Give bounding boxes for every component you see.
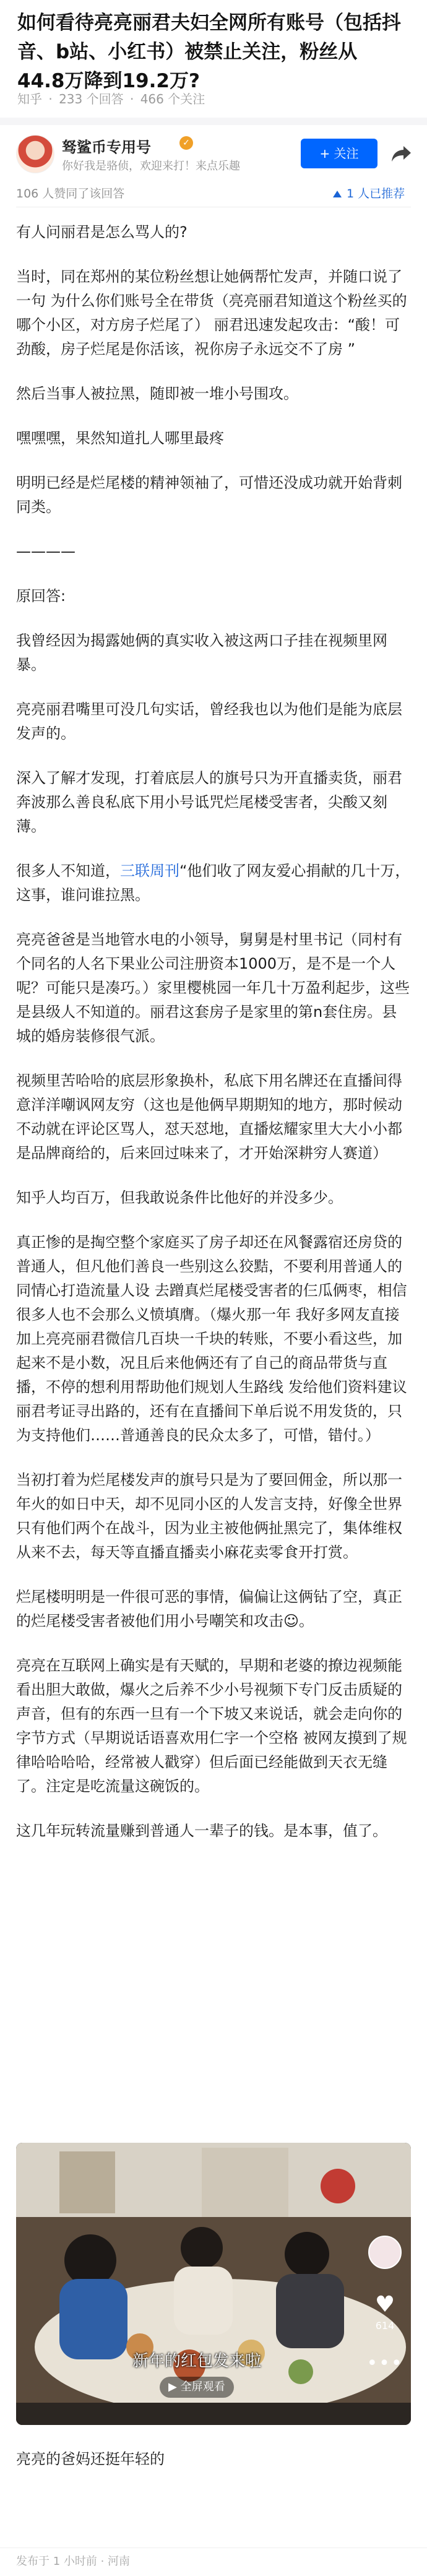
author-bio: 你好我是骆侦，欢迎来打！来点乐趣 [62, 160, 240, 173]
meta-separator: · [48, 92, 53, 106]
answer-paragraph [16, 220, 411, 244]
recommend-text: 1 人已推荐 [347, 187, 405, 201]
answer-paragraph [16, 426, 411, 451]
paragraph-text: 我曾经因为揭露她俩的真实收入被这两口子挂在视频里网暴。 [16, 632, 387, 673]
paragraph-text: 很多人不知道， [16, 862, 120, 880]
site-name[interactable]: 知乎 [17, 92, 42, 106]
answer-paragraph [16, 584, 411, 608]
video-player[interactable] [16, 2143, 411, 2425]
answer-paragraph [16, 1819, 411, 1843]
vote-count: 106 人赞同了该回答 [16, 187, 125, 201]
follow-button[interactable]: + 关注 [301, 139, 377, 168]
inline-link[interactable]: 三联周刊 [120, 862, 179, 880]
heart-icon[interactable]: ♥ [374, 2292, 395, 2317]
paragraph-text: 当初打着为烂尾楼发声的旗号只是为了要回佣金，所以那一年火的如日中天，却不见同小区的人发言支持，好像全世界只有他们两个在战斗，因为业主被他俩扯黑完了，集体维权从来不去，每天等直播直播卖小麻花卖零食开打赏。 [16, 1471, 402, 1561]
answer-paragraph [16, 1069, 411, 1165]
answer-paragraph [16, 382, 411, 406]
author-bar [0, 125, 427, 182]
paragraph-text: 这几年玩转流量赚到普通人一辈子的钱。是本事，值了。 [16, 1822, 387, 1839]
vote-bar [0, 182, 427, 207]
paragraph-text: ———— [16, 543, 75, 560]
follower-count[interactable]: 466 个关注 [140, 92, 205, 106]
fullscreen-button[interactable] [160, 2377, 234, 2398]
creator-avatar[interactable] [368, 2236, 402, 2269]
paragraph-text: 亮亮爸爸是当地管水电的小领导，舅舅是村里书记（同村有个同名的人名下果业公司注册资本1000万，是不是一个人呢？可能只是凑巧。）家里樱桃园一年几十万盈利起步，这些是县级人不知道的。丽君这套房子是家里的第n套住房。县城的婚房装修很气派。 [16, 931, 410, 1045]
paragraph-text: 嘿嘿嘿，果然知道扎人哪里最疼 [16, 430, 224, 447]
answer-paragraph [16, 859, 411, 907]
fullscreen-label: 全屏观看 [180, 2380, 225, 2393]
answer-paragraph [16, 265, 411, 361]
answer-paragraph [16, 540, 411, 564]
paragraph-text: 然后当事人被拉黑，随即被一堆小号围攻。 [16, 385, 298, 402]
paragraph-text: 知乎人均百万，但我敢说条件比他好的并没多少。 [16, 1189, 343, 1206]
video-description: 亮亮的爸妈还挺年轻的 [16, 2450, 165, 2468]
answer-paragraph [16, 629, 411, 677]
paragraph-text: “他们收了网友爱心捐献的几十万，这事，谁问谁拉黑。 [16, 862, 410, 904]
paragraph-text: 亮亮在互联网上确实是有天赋的，早期和老婆的撩边视频能看出胆大敢做，爆火之后养不少小号视频下专门反击质疑的声音，但有的东西一旦有一个下坡又来说话，就会走向你的字节方式（早期说话语喜欢用仁字一个空格 被网友摸到了规律哈哈哈哈，经常被人戳穿）但后面已经能做到天衣无缝了。注定是吃流量这碗饭的。 [16, 1657, 407, 1795]
paragraph-text: 明明已经是烂尾楼的精神领袖了，可惜还没成功就开始背刺同类。 [16, 474, 402, 516]
author-avatar[interactable] [16, 135, 54, 173]
paragraph-text: 视频里苦哈哈的底层形象换朴，私底下用名牌还在直播间得意洋洋嘲讽网友穷（这也是他俩早期期知的地方，那时候动不动就在评论区骂人，怼天怼地，直播炫耀家里大大小小都是品牌商给的，后来回过味来了，才开始深耕穷人赛道） [16, 1072, 402, 1162]
meta-separator: · [129, 92, 134, 106]
publish-info: 发布于 1 小时前 · 河南 [16, 2555, 131, 2568]
answer-paragraph [16, 928, 411, 1048]
like-count: 614 [375, 2320, 395, 2332]
answer-paragraph [16, 1230, 411, 1448]
answer-body [16, 220, 411, 1864]
play-icon: ▶ [168, 2380, 181, 2393]
paragraph-text: 真正惨的是掏空整个家庭买了房子却还在风餐露宿还房贷的普通人，但凡他们善良一些别这么狡黠，不要利用普通人的同情心打造流量人设 去蹭真烂尾楼受害者的仨瓜俩枣，相信很多人也不会那么义愤填膺。（爆火那一年 我好多网友直接加上亮亮丽君微信几百块一千块的转账，不要小看这些，加起来不是小数，况且后来他俩还有了自己的商品带货与直播，不停的想利用帮助他们规划人生路线 发给他们资料建议丽君考证寻出路的，还有在直播间下单后说不用发货的，只为支持他们……普通善良的民众太多了，可惜，错付。） [16, 1234, 407, 1444]
section-divider [0, 118, 427, 125]
answer-paragraph [16, 1654, 411, 1799]
answer-paragraph [16, 766, 411, 839]
paragraph-text: 深入了解才发现，打着底层人的旗号只为开直播卖货，丽君奔波那么善良私底下用小号诋咒烂尾楼受害者，尖酸又刻薄。 [16, 769, 402, 835]
paragraph-text: 有人问丽君是怎么骂人的? [16, 223, 188, 241]
paragraph-text: 烂尾楼明明是一件很可恶的事情，偏偏让这俩钻了空，真正的烂尾楼受害者被他们用小号嘲笑和攻击☺。 [16, 1588, 402, 1630]
paragraph-text: 原回答: [16, 587, 66, 605]
more-icon[interactable]: ••• [366, 2353, 403, 2374]
answer-count[interactable]: 233 个回答 [59, 92, 124, 106]
question-meta [17, 89, 207, 107]
recommend-indicator[interactable] [333, 184, 405, 201]
answer-paragraph [16, 1585, 411, 1633]
answer-paragraph [16, 698, 411, 746]
paragraph-text: 当时，同在郑州的某位粉丝想让她俩帮忙发声，并随口说了一句 为什么你们账号全在带货（亮亮丽君知道这个粉丝买的哪个小区，对方房子烂尾了） 丽君迅速发起攻击：“酸！可劲酸，房子烂尾是你活该，祝你房子永远交不了房 ” [16, 268, 407, 358]
author-name[interactable]: 驽鲨币专用号 [62, 139, 151, 156]
answer-paragraph [16, 471, 411, 519]
upvote-icon [333, 191, 342, 197]
answer-paragraph [16, 1468, 411, 1565]
video-side-actions [366, 2236, 403, 2374]
answer-paragraph [16, 1186, 411, 1210]
share-icon[interactable] [390, 142, 413, 165]
question-title[interactable]: 如何看待亮亮丽君夫妇全网所有账号（包括抖音、b站、小红书）被禁止关注，粉丝从 44.8万降到19.2万? [17, 12, 401, 92]
paragraph-text: 亮亮丽君嘴里可没几句实话，曾经我也以为他们是能为底层发声的。 [16, 701, 402, 742]
video-caption: 新年的红包发来啦 [132, 2352, 262, 2371]
verified-badge-icon: ✓ [179, 136, 193, 150]
